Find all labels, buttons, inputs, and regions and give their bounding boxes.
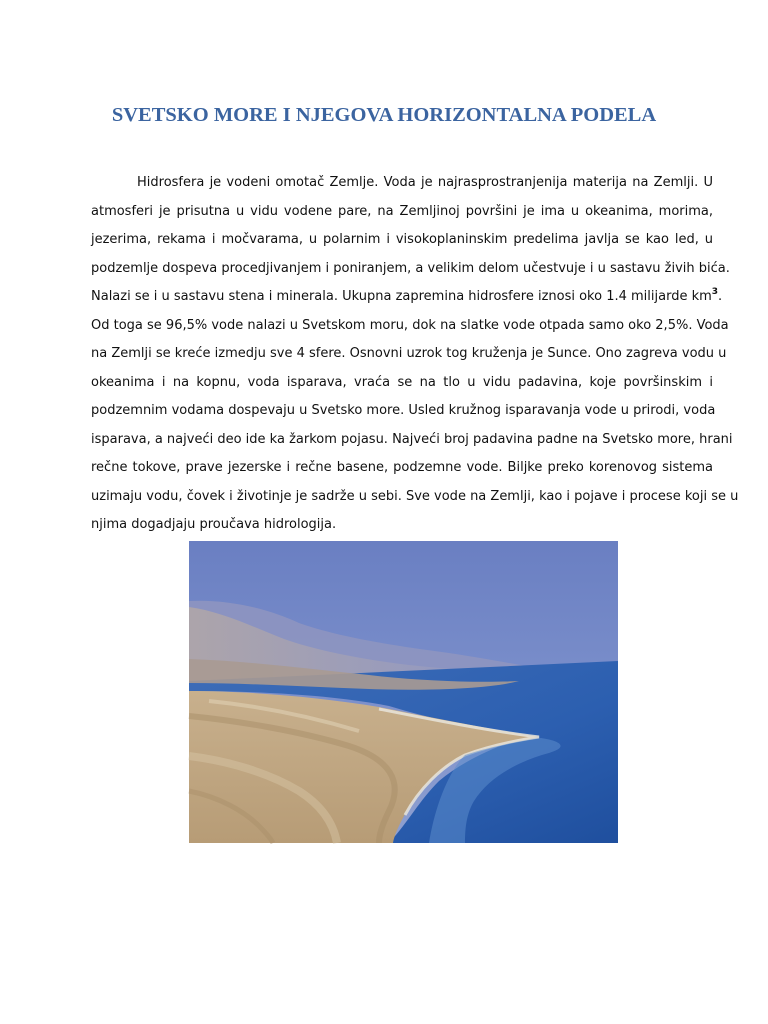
paragraph-line: njima dogadjaju proučava hidrologija. [91, 517, 337, 532]
paragraph-line: na Zemlji se kreće izmedju sve 4 sfere. Osnovni uzrok tog kruženja je Sunce. Ono zagreva vodu u [91, 346, 727, 361]
paragraph-line: rečne tokove, prave jezerske i rečne basene, podzemne vode. Biljke preko korenovog sistema [91, 460, 713, 475]
page-title: SVETSKO MORE I NJEGOVA HORIZONTALNA PODELA [111, 104, 657, 126]
paragraph-line: uzimaju vodu, čovek i životinje je sadrže u sebi. Sve vode na Zemlji, kao i pojave i procese koji se u [91, 488, 739, 504]
paragraph-line-volume [91, 283, 723, 312]
paragraph-line: okeanima i na kopnu, voda isparava, vraća se na tlo u vidu padavina, koje površinskim i [91, 374, 713, 390]
coastline-photo [189, 541, 618, 843]
body-paragraph [91, 169, 739, 540]
paragraph-line: jezerima, rekama i močvarama, u polarnim i visokoplaninskim predelima javlja se kao led, u [91, 232, 713, 247]
paragraph-line: isparava, a najveći deo ide ka žarkom pojasu. Najveći broj padavina padne na Svetsko more, hrani [91, 431, 733, 447]
paragraph-line: podzemlje dospeva procedjivanjem i poniranjem, a velikim delom učestvuje i u sastavu živih bića. [91, 260, 730, 276]
paragraph-line: podzemnim vodama dospevaju u Svetsko more. Usled kružnog isparavanja vode u prirodi, voda [91, 403, 716, 418]
volume-period: . [718, 289, 723, 304]
paragraph-line: atmosferi je prisutna u vidu vodene pare, na Zemljinoj površini je ima u okeanima, morima, [91, 203, 713, 219]
cubic-superscript: 3 [711, 287, 719, 297]
volume-text: Nalazi se i u sastavu stena i minerala. Ukupna zapremina hidrosfere iznosi oko 1.4 milijarde km [91, 289, 712, 304]
paragraph-line: Od toga se 96,5% vode nalazi u Svetskom moru, dok na slatke vode otpada samo oko 2,5%. Voda [91, 317, 729, 333]
paragraph-line: Hidrosfera je vodeni omotač Zemlje. Voda je najrasprostranjenija materija na Zemlji. U [137, 175, 713, 190]
